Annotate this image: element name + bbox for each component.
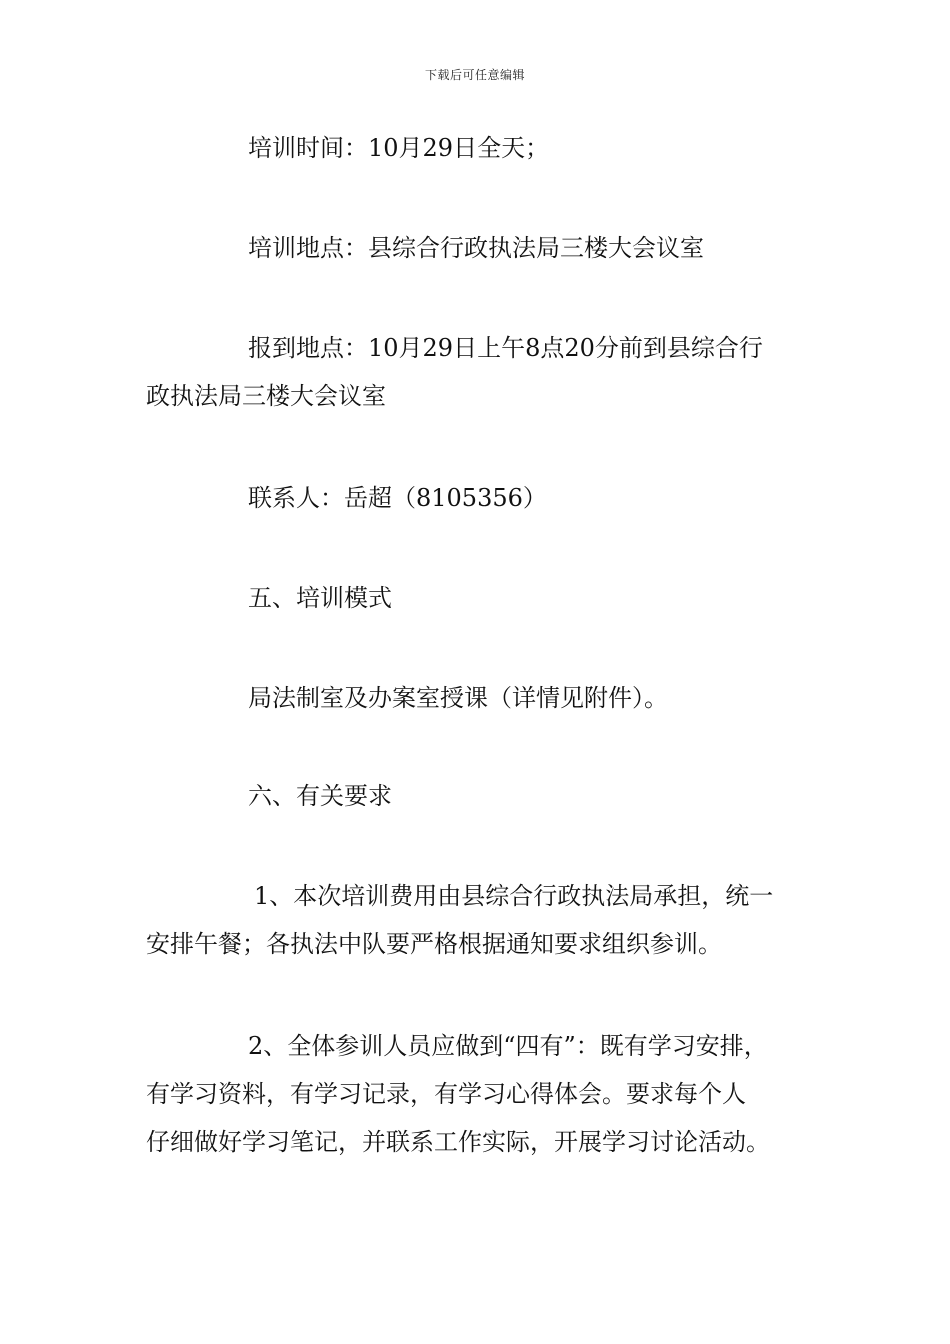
section-heading-training-mode (146, 574, 810, 622)
paragraph-line: 报到地点：10月29日上午8点20分前到县综合行 (248, 334, 763, 362)
paragraph-requirement-2 (146, 1022, 810, 1166)
paragraph-line: 安排午餐；各执法中队要严格根据通知要求组织参训。 (146, 930, 722, 958)
paragraph-requirement-1 (146, 872, 810, 968)
paragraph-line: 培训时间：10月29日全天； (248, 134, 550, 162)
paragraph-line: 联系人：岳超（8105356） (248, 484, 547, 512)
paragraph-contact (146, 474, 810, 522)
paragraph-line: 有学习资料，有学习记录，有学习心得体会。要求每个人 (146, 1080, 746, 1108)
paragraph-training-location (146, 224, 810, 272)
paragraph-line: 仔细做好学习笔记，并联系工作实际，开展学习讨论活动。 (146, 1128, 770, 1156)
paragraph-training-mode (146, 674, 810, 722)
paragraph-line: 政执法局三楼大会议室 (146, 382, 386, 410)
paragraph-checkin-location (146, 324, 810, 420)
paragraph-line: 2、全体参训人员应做到“四有”：既有学习安排， (248, 1032, 768, 1060)
paragraph-line: 局法制室及办案室授课（详情见附件）。 (248, 684, 668, 712)
paragraph-line: 培训地点：县综合行政执法局三楼大会议室 (248, 234, 704, 262)
paragraph-line: 1、本次培训费用由县综合行政执法局承担，统一 (254, 882, 774, 910)
paragraph-training-time (146, 124, 810, 172)
paragraph-line: 五、培训模式 (248, 584, 392, 612)
paragraph-line: 六、有关要求 (248, 782, 392, 810)
page-header-note: 下载后可任意编辑 (424, 68, 525, 82)
section-heading-requirements (146, 772, 810, 820)
